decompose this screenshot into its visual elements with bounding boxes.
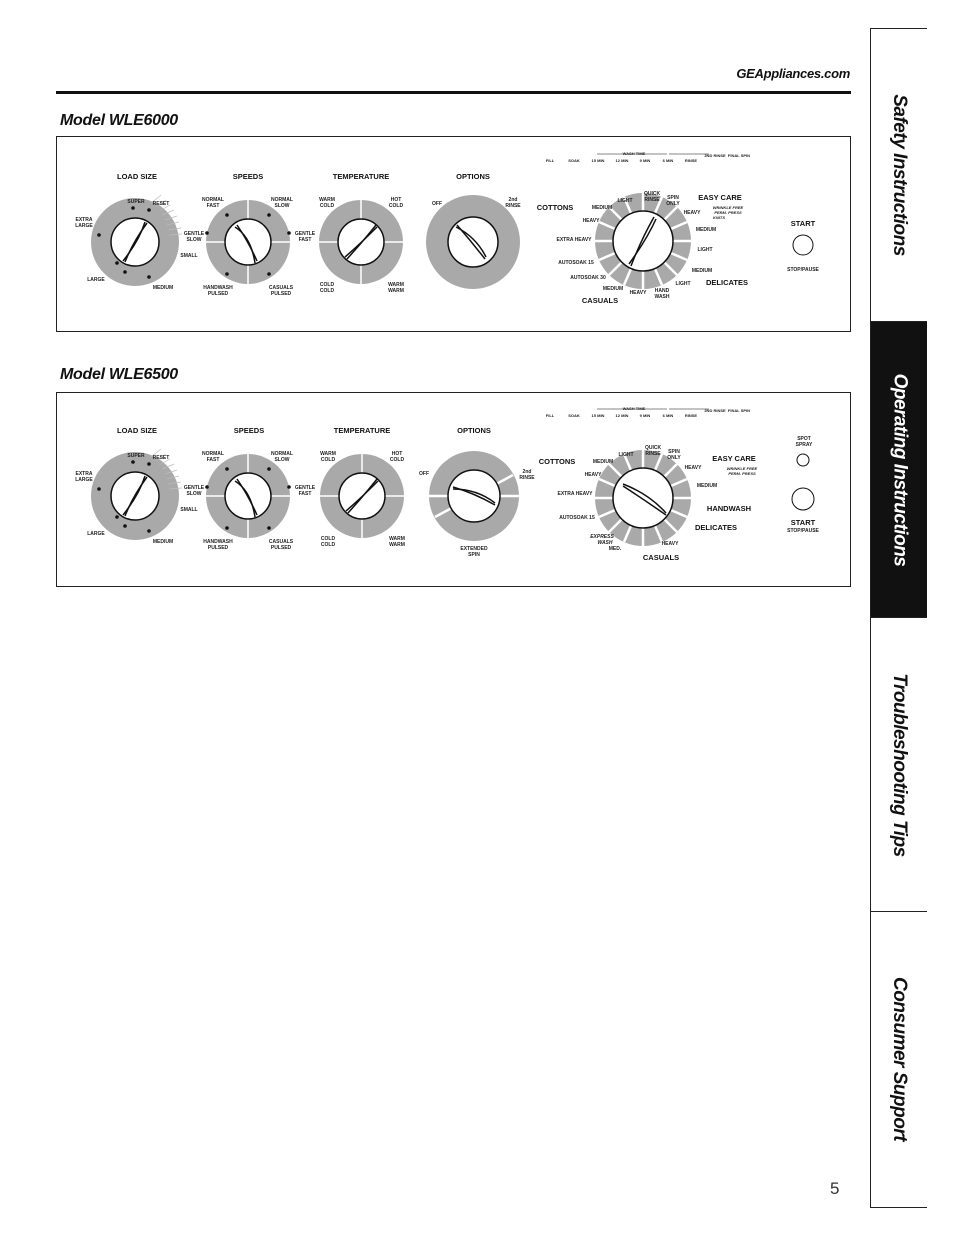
cycle-c-heavy: HEAVY — [661, 541, 679, 547]
tab-label: Safety Instructions — [889, 94, 911, 256]
cycle-spin-2: ONLY — [667, 455, 681, 461]
cycle-spin-1: SPIN — [668, 449, 680, 455]
temp-cold-cold-2: COLD — [320, 542, 336, 548]
cycle-ec-light: LIGHT — [697, 247, 713, 253]
step-rinse: RINSE — [684, 158, 698, 163]
cycle-ec-heavy: HEAVY — [684, 465, 702, 471]
tab-consumer-support[interactable] — [871, 913, 927, 1205]
load-large-label-2: LARGE — [87, 277, 105, 283]
load-size-dial[interactable] — [75, 172, 197, 291]
load-large-label: LARGE — [75, 223, 93, 229]
options-rinse-2: RINSE — [505, 203, 521, 209]
cycle-ec-medium: MEDIUM — [696, 483, 718, 489]
temperature-dial[interactable] — [319, 172, 404, 294]
page-number: 5 — [830, 1179, 840, 1198]
speeds-dial[interactable] — [184, 426, 316, 551]
step-final-spin: FINAL SPIN — [727, 408, 751, 413]
cycle-autosoak30: AUTOSOAK 30 — [570, 275, 606, 281]
cycle-hand-1: HAND — [654, 288, 670, 294]
tab-troubleshooting-tips[interactable] — [871, 619, 927, 912]
cycle-timeline — [546, 406, 750, 418]
cycle-dial[interactable] — [537, 191, 748, 305]
step-15min: 15 MIN — [591, 413, 605, 418]
speeds-casuals-1: CASUALS — [268, 539, 294, 545]
step-9min: 9 MIN — [639, 158, 651, 163]
stop-pause-label: STOP/PAUSE — [787, 528, 819, 534]
step-12min: 12 MIN — [615, 413, 629, 418]
temp-hot-cold-2: COLD — [388, 203, 404, 209]
cycle-delicates: DELICATES — [695, 523, 737, 532]
speeds-casuals-2: PULSED — [270, 545, 292, 551]
cycle-quick-1: QUICK — [644, 445, 662, 451]
site-url: GEAppliances.com — [736, 66, 850, 81]
speeds-casuals-1: CASUALS — [268, 285, 294, 291]
cycle-wrinkle-1: WRINKLE FREE — [726, 466, 758, 471]
load-large-label: LARGE — [75, 477, 93, 483]
cycle-quick-2: RINSE — [644, 197, 660, 203]
start-label: START — [790, 219, 816, 228]
step-15min: 15 MIN — [591, 158, 605, 163]
cycle-cottons: COTTONS — [536, 203, 574, 212]
step-2nd-rinse: 2ND RINSE — [704, 153, 726, 158]
tab-operating-instructions[interactable] — [871, 322, 927, 618]
cycle-timeline — [546, 151, 750, 163]
spot-spray-2: SPRAY — [795, 442, 813, 448]
step-fill: FILL — [545, 158, 555, 163]
cycle-delicates: DELICATES — [706, 278, 748, 287]
temp-warm-cold-1: WARM — [319, 197, 335, 203]
header-rule — [56, 91, 851, 94]
cycle-heavy: HEAVY — [584, 472, 602, 478]
step-final-spin: FINAL SPIN — [727, 153, 751, 158]
cycle-medium: MEDIUM — [591, 205, 613, 211]
temp-warm-cold-1: WARM — [320, 451, 336, 457]
load-reset-label: RESET — [152, 455, 170, 461]
cycle-hand-2: WASH — [654, 294, 670, 300]
step-6min: 6 MIN — [662, 158, 674, 163]
options-dial[interactable] — [419, 426, 535, 558]
temp-warm-cold-2: COLD — [319, 203, 335, 209]
options-extended-2: SPIN — [468, 552, 480, 558]
cycle-autosoak15: AUTOSOAK 15 — [559, 515, 595, 521]
control-panel-diagram — [57, 137, 850, 331]
tab-label: Consumer Support — [889, 976, 910, 1142]
cycle-extra-heavy: EXTRA HEAVY — [556, 237, 592, 243]
temp-cold-cold-1: COLD — [319, 282, 335, 288]
options-header: OPTIONS — [457, 426, 491, 435]
speeds-normal-slow-2: SLOW — [274, 457, 290, 463]
speeds-normal-slow-1: NORMAL — [271, 451, 293, 457]
tab-label: Troubleshooting Tips — [889, 673, 910, 857]
speeds-normal-fast-2: FAST — [206, 457, 220, 463]
cycle-quick-1: QUICK — [643, 191, 661, 197]
load-size-header: LOAD SIZE — [116, 172, 158, 181]
cycle-express-2: WASH — [597, 540, 613, 546]
speeds-gentle-fast-2: FAST — [298, 491, 312, 497]
cycle-wrinkle-2: PERM. PRESS — [714, 210, 742, 215]
load-reset-label: RESET — [152, 201, 170, 207]
speeds-handwash-2: PULSED — [207, 291, 229, 297]
speeds-normal-fast-1: NORMAL — [202, 197, 224, 203]
cycle-light: LIGHT — [617, 198, 633, 204]
cycle-extra-heavy: EXTRA HEAVY — [557, 491, 593, 497]
cycle-spin-2: ONLY — [666, 201, 680, 207]
start-button[interactable] — [787, 488, 819, 534]
options-off-label: OFF — [432, 201, 442, 207]
speeds-gentle-slow-1: GENTLE — [183, 485, 205, 491]
load-medium-label: MEDIUM — [152, 285, 174, 291]
speeds-gentle-slow-1: GENTLE — [183, 231, 205, 237]
temp-hot-cold-1: HOT — [391, 451, 403, 457]
load-super-label: SUPER — [127, 199, 145, 205]
section-tabs — [870, 28, 927, 1208]
control-panel-diagram-2 — [57, 393, 850, 586]
step-9min: 9 MIN — [639, 413, 651, 418]
load-size-header: LOAD SIZE — [116, 426, 158, 435]
speeds-handwash-1: HANDWASH — [203, 285, 233, 291]
temp-hot-cold-1: HOT — [390, 197, 402, 203]
control-panel-wle6000 — [56, 136, 851, 332]
speeds-handwash-2: PULSED — [207, 545, 229, 551]
temp-cold-cold-2: COLD — [319, 288, 335, 294]
temp-hot-cold-2: COLD — [389, 457, 405, 463]
step-rinse: RINSE — [684, 413, 698, 418]
temp-warm-warm-2: WARM — [388, 288, 404, 294]
cycle-casuals: CASUALS — [642, 553, 680, 562]
temp-warm-warm-1: WARM — [389, 536, 405, 542]
step-12min: 12 MIN — [615, 158, 629, 163]
load-extra-label: EXTRA — [75, 217, 93, 223]
temperature-header: TEMPERATURE — [332, 172, 390, 181]
cycle-cottons: COTTONS — [538, 457, 576, 466]
cycle-wrinkle-3: KNITS — [713, 215, 725, 220]
spot-spray-button[interactable] — [796, 436, 813, 466]
options-extended-1: EXTENDED — [460, 546, 488, 552]
options-rinse-2: RINSE — [519, 475, 535, 481]
step-2nd-rinse: 2ND RINSE — [704, 408, 726, 413]
cycle-express-1: EXPRESS — [590, 534, 614, 540]
stop-pause-label: STOP/PAUSE — [787, 267, 819, 273]
cycle-easy-care: EASY CARE — [698, 193, 742, 202]
cycle-d-light: LIGHT — [675, 281, 691, 287]
cycle-dial[interactable] — [539, 445, 758, 562]
cycle-ec-heavy: HEAVY — [683, 210, 701, 216]
step-soak: SOAK — [568, 158, 580, 163]
temp-warm-cold-2: COLD — [320, 457, 336, 463]
speeds-normal-slow-2: SLOW — [274, 203, 290, 209]
options-off-label: OFF — [419, 471, 429, 477]
cycle-heavy: HEAVY — [582, 218, 600, 224]
speeds-normal-slow-1: NORMAL — [271, 197, 293, 203]
speeds-gentle-fast-1: GENTLE — [294, 485, 316, 491]
start-button[interactable] — [787, 219, 819, 273]
cycle-c-heavy: HEAVY — [629, 290, 647, 296]
options-rinse-1: 2nd — [522, 469, 532, 475]
model-title-wle6500: Model WLE6500 — [60, 366, 178, 383]
step-fill: FILL — [545, 413, 555, 418]
cycle-casuals: CASUALS — [581, 296, 619, 305]
load-large-label-2: LARGE — [87, 531, 105, 537]
cycle-medium: MEDIUM — [592, 459, 614, 465]
load-extra-label: EXTRA — [75, 471, 93, 477]
start-label: START — [790, 518, 816, 527]
step-6min: 6 MIN — [662, 413, 674, 418]
temp-warm-warm-1: WARM — [388, 282, 404, 288]
tab-label: Operating Instructions — [889, 373, 910, 566]
speeds-gentle-slow-2: SLOW — [186, 237, 202, 243]
wash-time-label: WASH TIME — [622, 406, 646, 411]
speeds-handwash-1: HANDWASH — [203, 539, 233, 545]
spot-spray-1: SPOT — [797, 436, 811, 442]
cycle-light: LIGHT — [618, 452, 634, 458]
cycle-spin-1: SPIN — [667, 195, 679, 201]
speeds-gentle-slow-2: SLOW — [186, 491, 202, 497]
cycle-wrinkle-1: WRINKLE FREE — [712, 205, 744, 210]
temp-cold-cold-1: COLD — [320, 536, 336, 542]
load-small-label: SMALL — [180, 253, 198, 259]
options-header: OPTIONS — [456, 172, 490, 181]
temperature-dial[interactable] — [320, 426, 405, 548]
model-title-wle6000: Model WLE6000 — [60, 112, 178, 129]
speeds-gentle-fast-1: GENTLE — [294, 231, 316, 237]
speeds-dial[interactable] — [184, 172, 316, 297]
speeds-header: SPEEDS — [233, 426, 265, 435]
cycle-d-medium: MEDIUM — [691, 268, 713, 274]
tab-safety-instructions[interactable] — [871, 29, 927, 322]
wash-time-label: WASH TIME — [622, 151, 646, 156]
cycle-easy-care: EASY CARE — [712, 454, 756, 463]
cycle-c-medium: MEDIUM — [602, 286, 624, 292]
load-super-label: SUPER — [127, 453, 145, 459]
cycle-autosoak15: AUTOSOAK 15 — [558, 260, 594, 266]
control-panel-wle6500 — [56, 392, 851, 587]
step-soak: SOAK — [568, 413, 580, 418]
speeds-normal-fast-1: NORMAL — [202, 451, 224, 457]
speeds-normal-fast-2: FAST — [206, 203, 220, 209]
cycle-ec-medium: MEDIUM — [695, 227, 717, 233]
cycle-quick-2: RINSE — [645, 451, 661, 457]
load-small-label: SMALL — [180, 507, 198, 513]
temp-warm-warm-2: WARM — [389, 542, 405, 548]
cycle-handwash: HANDWASH — [706, 504, 752, 513]
speeds-header: SPEEDS — [232, 172, 264, 181]
temperature-header: TEMPERATURE — [333, 426, 391, 435]
options-rinse-1: 2nd — [508, 197, 518, 203]
cycle-med: MED. — [608, 546, 622, 552]
speeds-gentle-fast-2: FAST — [298, 237, 312, 243]
load-medium-label: MEDIUM — [152, 539, 174, 545]
cycle-wrinkle-2: PERM. PRESS — [728, 471, 756, 476]
options-dial[interactable] — [426, 172, 521, 289]
speeds-casuals-2: PULSED — [270, 291, 292, 297]
load-size-dial[interactable] — [75, 426, 197, 545]
